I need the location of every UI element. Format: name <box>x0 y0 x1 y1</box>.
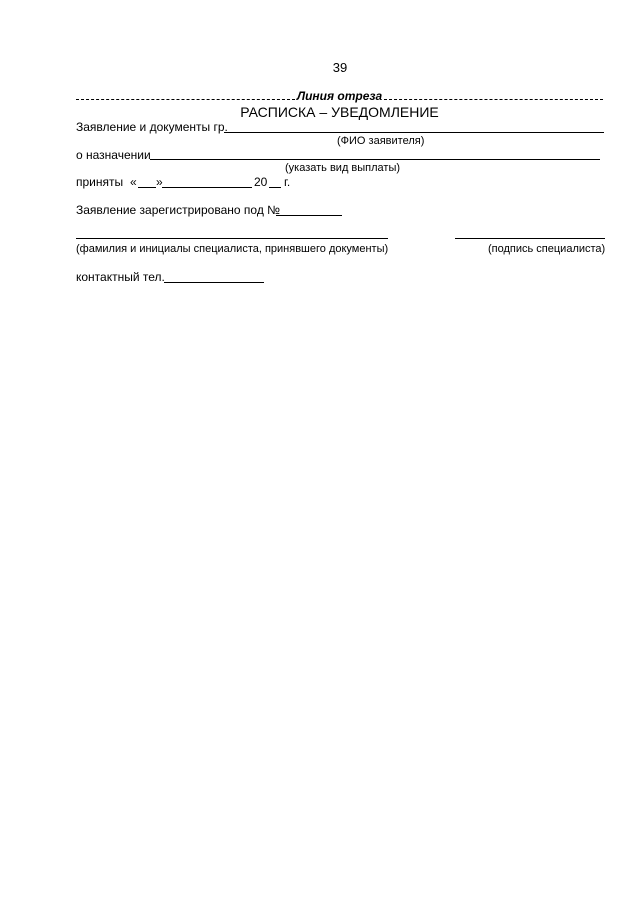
day-quote-open: « <box>130 175 137 189</box>
contact-phone-field[interactable] <box>164 282 264 283</box>
purpose-field[interactable] <box>150 159 600 160</box>
purpose-hint: (указать вид выплаты) <box>285 162 401 174</box>
page-number: 39 <box>332 60 348 75</box>
day-field[interactable] <box>138 187 156 188</box>
month-field[interactable] <box>162 187 252 188</box>
cut-line-dash-left <box>76 99 295 100</box>
specialist-signature-field[interactable] <box>455 238 605 239</box>
document-title: РАСПИСКА – УВЕДОМЛЕНИЕ <box>240 104 439 120</box>
applicant-name-field[interactable] <box>224 132 604 133</box>
cut-line-label: Линия отреза <box>296 89 383 103</box>
specialist-hint: (фамилия и инициалы специалиста, принявшего документы) <box>76 243 389 255</box>
day-quote-close: » <box>156 175 163 189</box>
cut-line <box>76 89 603 103</box>
applicant-label: Заявление и документы гр. <box>76 120 228 134</box>
cut-line-dash-right <box>384 99 603 100</box>
registered-label: Заявление зарегистрировано под № <box>76 203 281 217</box>
signature-hint: (подпись специалиста) <box>488 243 606 255</box>
specialist-name-field[interactable] <box>76 238 388 239</box>
year-suffix: г. <box>284 175 291 189</box>
applicant-hint: (ФИО заявителя) <box>337 135 425 147</box>
contact-label: контактный тел. <box>76 270 165 284</box>
registration-number-field[interactable] <box>276 215 342 216</box>
year-prefix: 20 <box>254 175 268 189</box>
accepted-label: приняты <box>76 175 124 189</box>
purpose-label: о назначении <box>76 148 151 162</box>
year-field[interactable] <box>269 187 281 188</box>
